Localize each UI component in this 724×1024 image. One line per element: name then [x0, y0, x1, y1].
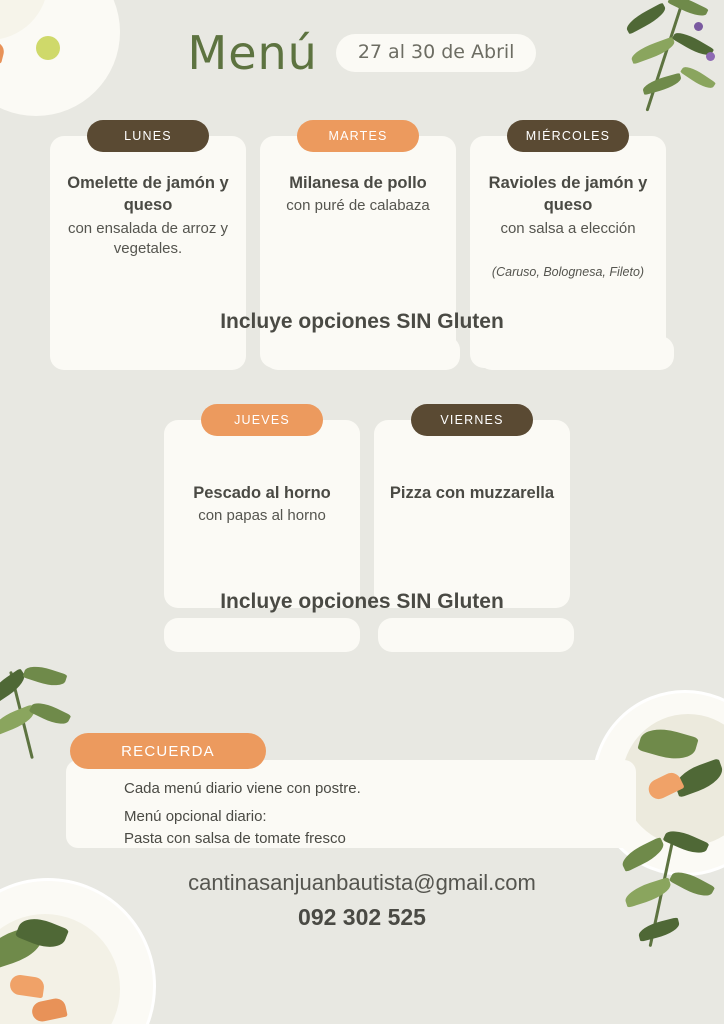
dish-main-martes: Milanesa de pollo	[289, 174, 427, 192]
gluten-banner-1: Incluye opciones SIN Gluten	[220, 310, 504, 333]
date-range-badge: 27 al 30 de Abril	[336, 34, 537, 72]
greens-decoration	[637, 723, 699, 765]
dish-side-jueves: con papas al horno	[198, 507, 326, 525]
day-tab-martes: MARTES	[297, 120, 419, 152]
page-title: Menú	[187, 26, 318, 80]
bottom-right-plate-inner	[622, 714, 724, 846]
contact-phone[interactable]: 092 302 525	[298, 904, 426, 930]
page-header	[0, 26, 724, 80]
recuerda-line-2: Menú opcional diario:	[124, 807, 267, 825]
gluten-banner-2: Incluye opciones SIN Gluten	[220, 590, 504, 613]
shrimp-decoration	[645, 770, 684, 803]
dish-main-lunes: Omelette de jamón y queso	[67, 174, 229, 215]
day-card-body-jueves	[164, 420, 360, 608]
contact-block	[0, 870, 724, 931]
card-bottom-strip	[164, 618, 360, 652]
shrimp-decoration	[30, 997, 67, 1024]
dish-main-jueves: Pescado al horno	[193, 484, 331, 502]
dish-side-miercoles: con salsa a elección	[500, 219, 636, 237]
dish-side-lunes: con ensalada de arroz y vegetales.	[67, 219, 229, 257]
menu-row-weekdays-2	[164, 404, 570, 608]
card-bottom-strip	[378, 618, 574, 652]
recuerda-box	[66, 760, 636, 848]
day-card-jueves	[164, 404, 360, 608]
greens-decoration	[671, 758, 724, 798]
dish-main-viernes: Pizza con muzzarella	[389, 484, 555, 502]
day-tab-lunes: LUNES	[87, 120, 209, 152]
day-tab-jueves: JUEVES	[201, 404, 323, 436]
dish-note-miercoles: (Caruso, Bolognesa, Fileto)	[491, 264, 645, 279]
shrimp-decoration	[9, 974, 45, 999]
recuerda-tab: RECUERDA	[70, 733, 266, 769]
day-tab-viernes: VIERNES	[411, 404, 533, 436]
recuerda-line-1: Cada menú diario viene con postre.	[124, 780, 361, 797]
day-tab-miercoles: MIÉRCOLES	[507, 120, 629, 152]
dish-side-martes: con puré de calabaza	[286, 197, 430, 215]
day-card-body-viernes	[374, 420, 570, 608]
day-card-viernes	[374, 404, 570, 608]
recuerda-line-3: Pasta con salsa de tomate fresco	[124, 829, 346, 847]
contact-email[interactable]: cantinasanjuanbautista@gmail.com	[188, 870, 536, 895]
dish-main-miercoles: Ravioles de jamón y queso	[488, 174, 648, 215]
